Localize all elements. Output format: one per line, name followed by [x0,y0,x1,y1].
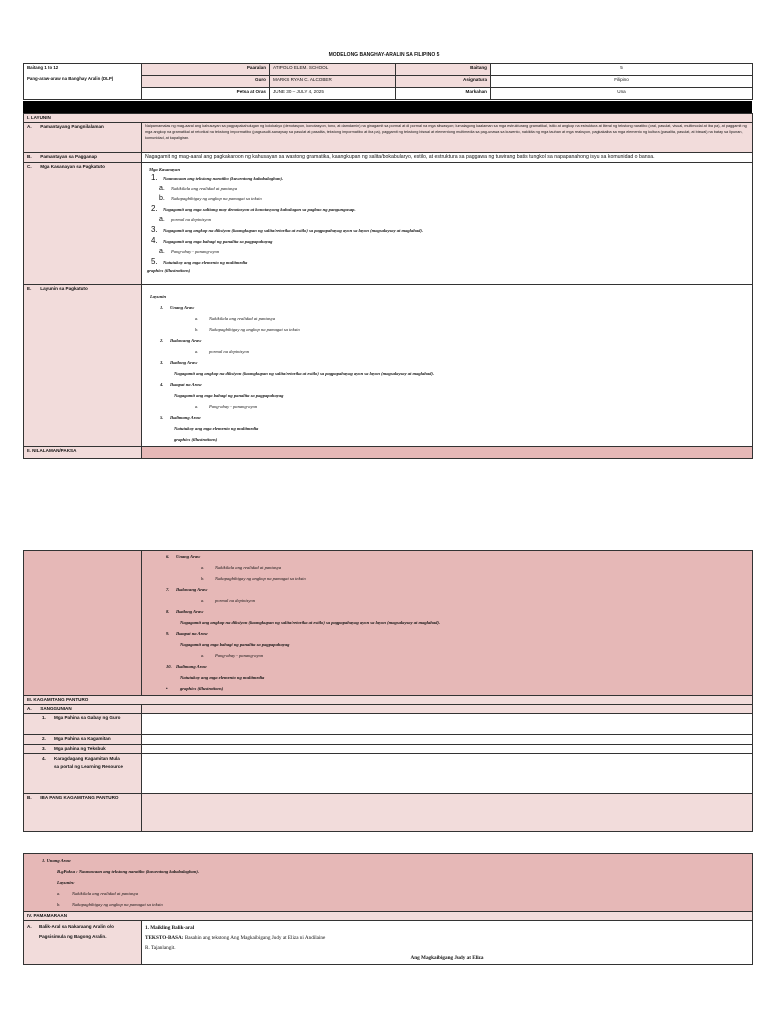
sub-text: Pang-abay - panang-ayon [215,653,264,658]
ref-label: Mga Pahina sa Kagamitan [54,736,111,742]
day-title: Ikatlong Araw [176,609,204,614]
balik-aral-label [24,921,142,965]
label-a: A. [27,124,32,130]
objective-item [156,617,749,628]
competency-item [147,173,749,184]
objective-item [150,335,749,346]
competency-number: 1. [151,173,158,183]
objective-item [150,390,749,401]
ref-label: Karagdagang Kagamitan Mula sa portal ng Learning Resource [54,755,123,770]
content-standard-title: Pamantayang Pangnilalaman [40,124,104,130]
balik-aral-title: Balik-Aral sa Nakaraang Aralin o/o Pagsisimula ng Bagong Aralin. [39,924,114,939]
step-heading: 1. Maikling Balik-aral [145,925,195,932]
competency-text: Nakapagbibigay ng angkop na pamagat sa teksto [171,196,262,202]
ref-value-2 [142,735,753,744]
quarter-label: Markahan [396,88,491,100]
competency-item [147,215,749,225]
day-title: Ikalawang Araw [176,587,208,592]
sub-text: Nakikilala ang realidad at pantasya [209,316,276,322]
day-number: 8. [166,609,170,614]
competency-number: 3. [151,225,158,235]
day1-summary-cell [24,854,753,912]
performance-standard-title: Pamantayan sa Pagganap [40,154,97,160]
objective-text: graphics (illustrations) [180,686,224,691]
objective-item [150,434,749,445]
teksto-author: R. Tajanlangit. [145,945,176,952]
competency-text: Nakikilala ang realidad at pantasya [171,186,238,192]
day-title: Ikaapat na Araw [176,631,208,636]
ref-label: Mga Pahina sa Gabay ng Guro [54,715,121,721]
grade-range: Baitang 1 to 12 [27,65,59,70]
competencies-label [24,163,142,285]
subject-label: Asignatura [396,76,491,88]
sub-letter: a. [195,316,199,322]
learning-objectives-cell [142,285,753,447]
competency-item [147,225,749,236]
black-divider [23,101,752,113]
objective-item [150,379,749,390]
competency-letter: a. [159,216,165,224]
sub-text: Nakapagbibigay ng angkop na pamagat sa teksto [209,327,300,333]
ref-value-4 [142,753,753,793]
sanggunian-label [24,705,142,714]
competency-letter: a. [159,185,165,193]
day1-paksa: B.gPaksa : Naunawaan ang tekstong naratibo (kuwentong kababalaghan). [57,869,200,874]
other-materials-label [24,793,142,831]
nilalaman-value [142,447,753,459]
day-number: 5. [160,415,164,421]
competencies-heading: Mga Kasanayan [149,167,181,173]
grade-label: Baitang [396,64,491,76]
competency-item [147,236,749,247]
sub-text: Nakikilala ang realidad at pantasya [215,565,282,570]
competency-text: Pang-abay - panang-ayon [171,249,220,255]
section-kagamitan: III. KAGAMITANG PANTURO [24,696,753,705]
performance-standard-label [24,153,142,163]
objective-item [150,357,749,368]
day-title: Ikalimang Araw [170,415,201,421]
day-number: 3. [160,360,164,366]
sub-text: Nakapagbibigay ng angkop na pamagat sa teksto [72,902,163,907]
date-label: Petsa at Oras [142,88,270,100]
day1-sub-b [42,899,749,910]
objective-item [156,639,749,650]
page2-left-cell [24,551,142,696]
day-title: Ikatlong Araw [170,360,198,366]
objective-item [156,661,749,672]
grade-value: 5 [491,64,753,76]
content-standard-label [24,123,142,153]
sub-letter: a. [201,565,205,570]
lesson-plan-title: MODELONG BANGHAY-ARALIN SA FILIPINO 5 [328,52,440,58]
day-number: 7. [166,587,170,592]
page2-table [23,550,753,832]
objectives-table [23,113,753,459]
objective-item [156,672,749,683]
date-value: JUNE 30 – JULY 4, 2025 [270,88,396,100]
competency-item [147,257,749,268]
content-standard-text: Naipamamalas ng mag-aaral ang kahusayan sa pagpapakahulugan ng kolokakyo (denotasyon, konotasyon, tono, at damdamin) na ginagamit sa pormal at di pormal na mga sitwasyon; lumalagong kaalaman sa mga estrukturang gramatikal, istilo at angkop na estruktura at literal ng tekstong naratibo (oral, pasulat, visual, multimodal at iba pa), at paggamit ng mga angkop na gramatikal at retorikal na tekstong impormatibo (pagsusulit-sanaysay sa pasulat at pasalita, tekstong impormatibo at iba pa), paggamit ng tekstong biswal at elementong multimedia sa pag-unawa sa kuwento, nakikita ng mga tauhan at mga reaksyon, pagkakaiba sa mga elemento ng kultura (pasalita, pasulat, at biswal) na batay sa lipunan, komunidad, at kapaligiran. [142,123,753,153]
other-materials-value [142,793,753,831]
dlp-label: Pang-araw-araw na Banghay Aralin (DLP) [27,75,114,81]
learning-objectives-title: Layunin sa Pagkatuto [40,286,88,292]
objective-item [150,401,749,412]
day-number: 2. [160,338,164,344]
label-a3: A. [27,924,32,930]
objective-text: Nagagamit ang mga bahagi ng panalita sa pagpapahayag [174,393,284,399]
day-number: 6. [166,554,170,559]
label-b: B. [27,154,32,160]
teacher-label: Guro [142,76,270,88]
day-number: 4. [160,382,164,388]
competency-text: Nagagamit ang angkop na diksiyon (kaangkupan ng salita/retorika at estilo) sa pagpapahayag ayon sa layon (magsalaysay at maglahad). [163,228,424,234]
ref-num: 4. [42,755,46,761]
objective-item [156,573,749,584]
objective-text: Nagagamit ang angkop na diksiyon (kaangkupan ng salita/retorika at estilo) sa pagpapahayag ayon sa layon (magsalaysay at maglahad). [174,371,435,377]
sub-text: Nakapagbibigay ng angkop na pamagat sa teksto [215,576,306,581]
ref-num: 3. [42,745,46,751]
teacher-value: MARKS RYAN C. ALCOBER [270,76,396,88]
competency-text: Natutukoy ang mga elemento ng multimedia [163,260,248,266]
competency-item [147,204,749,215]
competency-item [147,247,749,257]
day-title: Ikalawang Araw [170,338,202,344]
sub-text: pormal na depinisyon [215,598,256,603]
performance-standard-text: Nagagamit ng mag-aaral ang pagkakaroon ng kahusayan sa wastong gramatika, kaangkupan ng salita/bokabularyo, estilo, at estruktura sa paggawa ng tuwirang batis tungkol sa napapanahong isyu sa komunidad o bansa. [142,153,753,163]
competencies-title: Mga Kasanayan sa Pagkatuto [40,164,105,170]
layunin-list [150,302,749,445]
grade-info-cell [24,64,142,100]
ref-value-1 [142,714,753,735]
objective-item [150,412,749,423]
sub-letter: a. [201,653,205,658]
objective-item [156,584,749,595]
objective-item [150,313,749,324]
sub-letter: b. [57,902,61,907]
label-b2: B. [27,794,32,800]
objective-item [156,606,749,617]
ref-row-3 [24,744,142,753]
day-title: Unang Araw [176,554,201,559]
objective-item [156,683,749,694]
ref-num: 2. [42,736,46,742]
label-c: C. [27,164,32,170]
competency-number: 2. [151,204,158,214]
teksto-label: TEKSTO-BASA: [145,935,184,942]
objective-item [156,562,749,573]
day1-sub-a [42,888,749,899]
section-nilalaman: II. NILALAMAN/PAKSA [24,447,142,459]
day-number: 1. [160,305,164,311]
objective-item [156,628,749,639]
section-pamamaraan: IV. PAMAMARAAN [24,912,753,921]
competency-number: 4. [151,236,158,246]
sanggunian-value [142,705,753,714]
objective-item [156,650,749,661]
objective-text: Natutukoy ang mga elemento ng multimedia [180,675,265,680]
quarter-value: Una [491,88,753,100]
school-value: ATIPOLO ELEM. SCHOOL [270,64,396,76]
ref-num: 1. [42,715,46,721]
ref-row-4 [24,753,142,793]
objective-item [150,302,749,313]
competency-letter: a. [159,248,165,256]
objective-text: Nagagamit ang mga bahagi ng panalita sa pagpapahayag [180,642,290,647]
sub-letter: b. [201,576,205,581]
competencies-list [147,173,749,268]
sub-letter: a. [195,404,199,410]
label-a2: A. [27,706,32,712]
page2-layunin-list [156,551,749,694]
objective-item [150,368,749,379]
teksto-text: Basahin ang tekstong Ang Magkaibigang Judy at Eliza ni Andilaine [183,935,326,942]
day-number: 9. [166,631,170,636]
label-e: E. [27,286,32,292]
sub-text: Nakikilala ang realidad at pantasya [72,891,139,896]
sub-letter: a. [201,598,205,603]
objective-text: graphics (illustrations) [174,437,218,443]
learning-objectives-label [24,285,142,447]
sub-text: Pang-abay - panang-ayon [209,404,258,410]
competency-item [147,184,749,194]
day-title: Unang Araw [170,305,195,311]
competency-item [147,194,749,204]
layunin-heading: Layunin [150,294,167,300]
subject-value: Filipino [491,76,753,88]
story-title: Ang Magkaibigang Judy at Eliza [410,955,484,962]
competency-text: Naunawaan ang tekstong naratibo (kuwentong kababalaghan). [163,176,284,182]
section-layunin: I. LAYUNIN [24,114,753,123]
ref-row-1 [24,714,142,735]
day1-heading: 1. Unang Araw [42,858,71,863]
day1-layunin: Layunin: [57,880,75,885]
objective-text: Natutukoy ang mga elemento ng multimedia [174,426,259,432]
bullet: • [166,686,168,691]
ref-label: Mga pahina ng Teksbuk [54,745,106,751]
balik-aral-cell [142,921,753,965]
competency-letter: b. [159,195,165,203]
day-title: Ikalimang Araw [176,664,207,669]
other-materials-title: IBA PANG KAGAMITANG PANTURO [40,794,119,800]
sub-text: pormal na depinisyon [209,349,250,355]
ref-value-3 [142,744,753,753]
objective-text: Nagagamit ang angkop na diksiyon (kaangkupan ng salita/retorika at estilo) sa pagpapahayag ayon sa layon (magsalaysay at maglahad). [180,620,441,625]
sub-letter: b. [195,327,199,333]
objective-item [156,551,749,562]
competencies-tail: graphics (illustrations) [147,268,191,274]
ref-row-2 [24,735,142,744]
objective-item [150,346,749,357]
competencies-cell [142,163,753,285]
competency-text: Nagagamit ang mga bahagi ng panalita sa pagpapahayag [163,239,273,245]
sub-letter: a. [57,891,61,896]
school-label: Paaralan [142,64,270,76]
objective-item [150,324,749,335]
objective-item [156,595,749,606]
teksto-line [145,933,749,943]
competency-text: pormal na depinisyon [171,217,212,223]
header-table [23,63,753,100]
day-title: Ikaapat na Araw [170,382,202,388]
page3-table [23,853,753,965]
day-number: 10. [166,664,172,669]
competency-number: 5. [151,257,158,267]
objective-item [150,423,749,434]
competency-text: Nagagamit ang mga salitang may denotasyon at konotasyong kahulugan sa pagbuo ng pangungusap. [163,207,356,213]
page2-objectives-cell [142,551,753,696]
sub-letter: a. [195,349,199,355]
sanggunian-title: SANGGUNIAN [40,706,72,712]
